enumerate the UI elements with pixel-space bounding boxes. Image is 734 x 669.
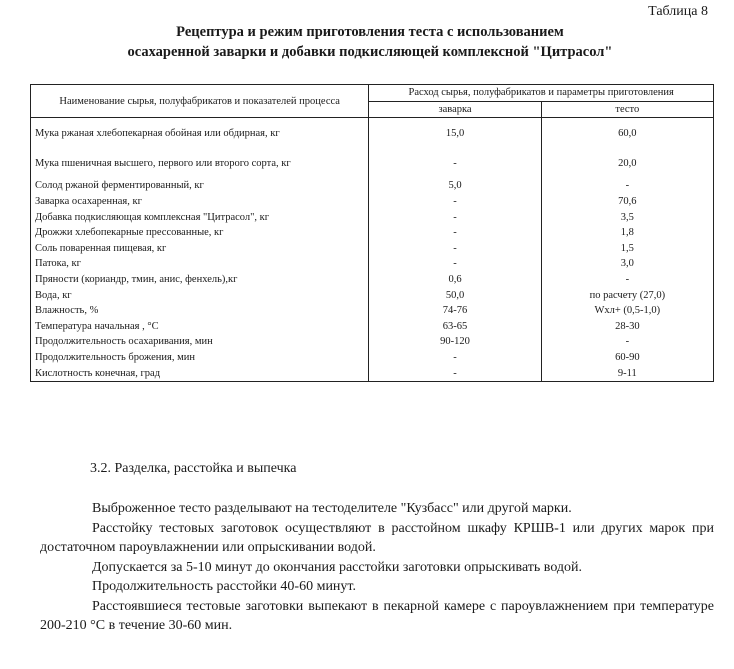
row-testo-cell: 20,0 <box>541 148 713 178</box>
row-testo-cell: Wхл+ (0,5-1,0) <box>541 303 713 319</box>
row-zavarka-cell: - <box>369 209 541 225</box>
row-name-cell: Соль поваренная пищевая, кг <box>31 241 369 257</box>
table-row <box>31 350 714 366</box>
paragraph: Расстойку тестовых заготовок осуществляют в расстойном шкафу КРШВ-1 или других марок при достаточном пароувлажнении или опрыскивании водой. <box>40 520 714 555</box>
table-title <box>60 22 680 62</box>
row-testo-cell: 9-11 <box>541 365 713 381</box>
row-testo-cell: по расчету (27,0) <box>541 287 713 303</box>
table-row <box>31 256 714 272</box>
row-name-cell: Мука пшеничная высшего, первого или второго сорта, кг <box>31 148 369 178</box>
table-body <box>31 118 714 382</box>
header-group-column: Расход сырья, полуфабрикатов и параметры приготовления <box>369 85 714 102</box>
table-row <box>31 272 714 288</box>
row-name-cell: Заварка осахаренная, кг <box>31 194 369 210</box>
row-name-cell: Пряности (кориандр, тмин, анис, фенхель),кг <box>31 272 369 288</box>
table-row <box>31 319 714 335</box>
table-row <box>31 241 714 257</box>
header-name-column: Наименование сырья, полуфабрикатов и показателей процесса <box>31 85 369 118</box>
row-testo-cell: 1,8 <box>541 225 713 241</box>
row-zavarka-cell: - <box>369 225 541 241</box>
row-testo-cell: 70,6 <box>541 194 713 210</box>
row-testo-cell: - <box>541 178 713 194</box>
table-row <box>31 148 714 178</box>
row-name-cell: Мука ржаная хлебопекарная обойная или обдирная, кг <box>31 118 369 149</box>
row-testo-cell: - <box>541 272 713 288</box>
row-zavarka-cell: 15,0 <box>369 118 541 149</box>
title-line-1: Рецептура и режим приготовления теста с использованием <box>176 24 564 40</box>
row-name-cell: Продолжительность брожения, мин <box>31 350 369 366</box>
paragraph: Выброженное тесто разделывают на тестоделителе "Кузбасс" или другой марки. <box>92 501 572 516</box>
row-testo-cell: - <box>541 334 713 350</box>
row-name-cell: Добавка подкисляющая комплексная "Цитрасол", кг <box>31 209 369 225</box>
row-testo-cell: 1,5 <box>541 241 713 257</box>
row-zavarka-cell: - <box>369 256 541 272</box>
row-zavarka-cell: - <box>369 350 541 366</box>
title-line-2: осахаренной заварки и добавки подкисляющей комплексной "Цитрасол" <box>127 44 613 60</box>
row-testo-cell: 28-30 <box>541 319 713 335</box>
row-name-cell: Дрожжи хлебопекарные прессованные, кг <box>31 225 369 241</box>
header-testo: тесто <box>541 101 713 118</box>
row-zavarka-cell: - <box>369 194 541 210</box>
table-row <box>31 287 714 303</box>
table-row <box>31 334 714 350</box>
row-name-cell: Кислотность конечная, град <box>31 365 369 381</box>
section-heading: 3.2. Разделка, расстойка и выпечка <box>90 461 297 476</box>
table-row <box>31 209 714 225</box>
row-testo-cell: 3,0 <box>541 256 713 272</box>
header-zavarka: заварка <box>369 101 541 118</box>
row-testo-cell: 60,0 <box>541 118 713 149</box>
table-row <box>31 365 714 381</box>
row-zavarka-cell: 63-65 <box>369 319 541 335</box>
row-zavarka-cell: - <box>369 241 541 257</box>
row-name-cell: Патока, кг <box>31 256 369 272</box>
row-zavarka-cell: 50,0 <box>369 287 541 303</box>
table-row <box>31 118 714 149</box>
row-name-cell: Продолжительность осахаривания, мин <box>31 334 369 350</box>
row-name-cell: Вода, кг <box>31 287 369 303</box>
row-zavarka-cell: - <box>369 365 541 381</box>
row-testo-cell: 3,5 <box>541 209 713 225</box>
row-zavarka-cell: 74-76 <box>369 303 541 319</box>
row-name-cell: Температура начальная , °С <box>31 319 369 335</box>
row-testo-cell: 60-90 <box>541 350 713 366</box>
table-row <box>31 303 714 319</box>
row-name-cell: Солод ржаной ферментированный, кг <box>31 178 369 194</box>
recipe-table <box>30 84 714 382</box>
paragraph: Допускается за 5-10 минут до окончания расстойки заготовки опрыскивать водой. <box>92 559 583 575</box>
table-number-label: Таблица 8 <box>648 4 708 19</box>
row-zavarka-cell: 5,0 <box>369 178 541 194</box>
body-text <box>40 499 714 636</box>
row-zavarka-cell: 0,6 <box>369 272 541 288</box>
table-row <box>31 194 714 210</box>
paragraph: Расстоявшиеся тестовые заготовки выпекают в пекарной камере с пароувлажнением при температуре 200-210 °С в течение 30-60 мин. <box>40 598 714 633</box>
row-name-cell: Влажность, % <box>31 303 369 319</box>
paragraph: Продолжительность расстойки 40-60 минут. <box>92 579 356 594</box>
table-row <box>31 178 714 194</box>
table-row <box>31 225 714 241</box>
row-zavarka-cell: 90-120 <box>369 334 541 350</box>
row-zavarka-cell: - <box>369 148 541 178</box>
